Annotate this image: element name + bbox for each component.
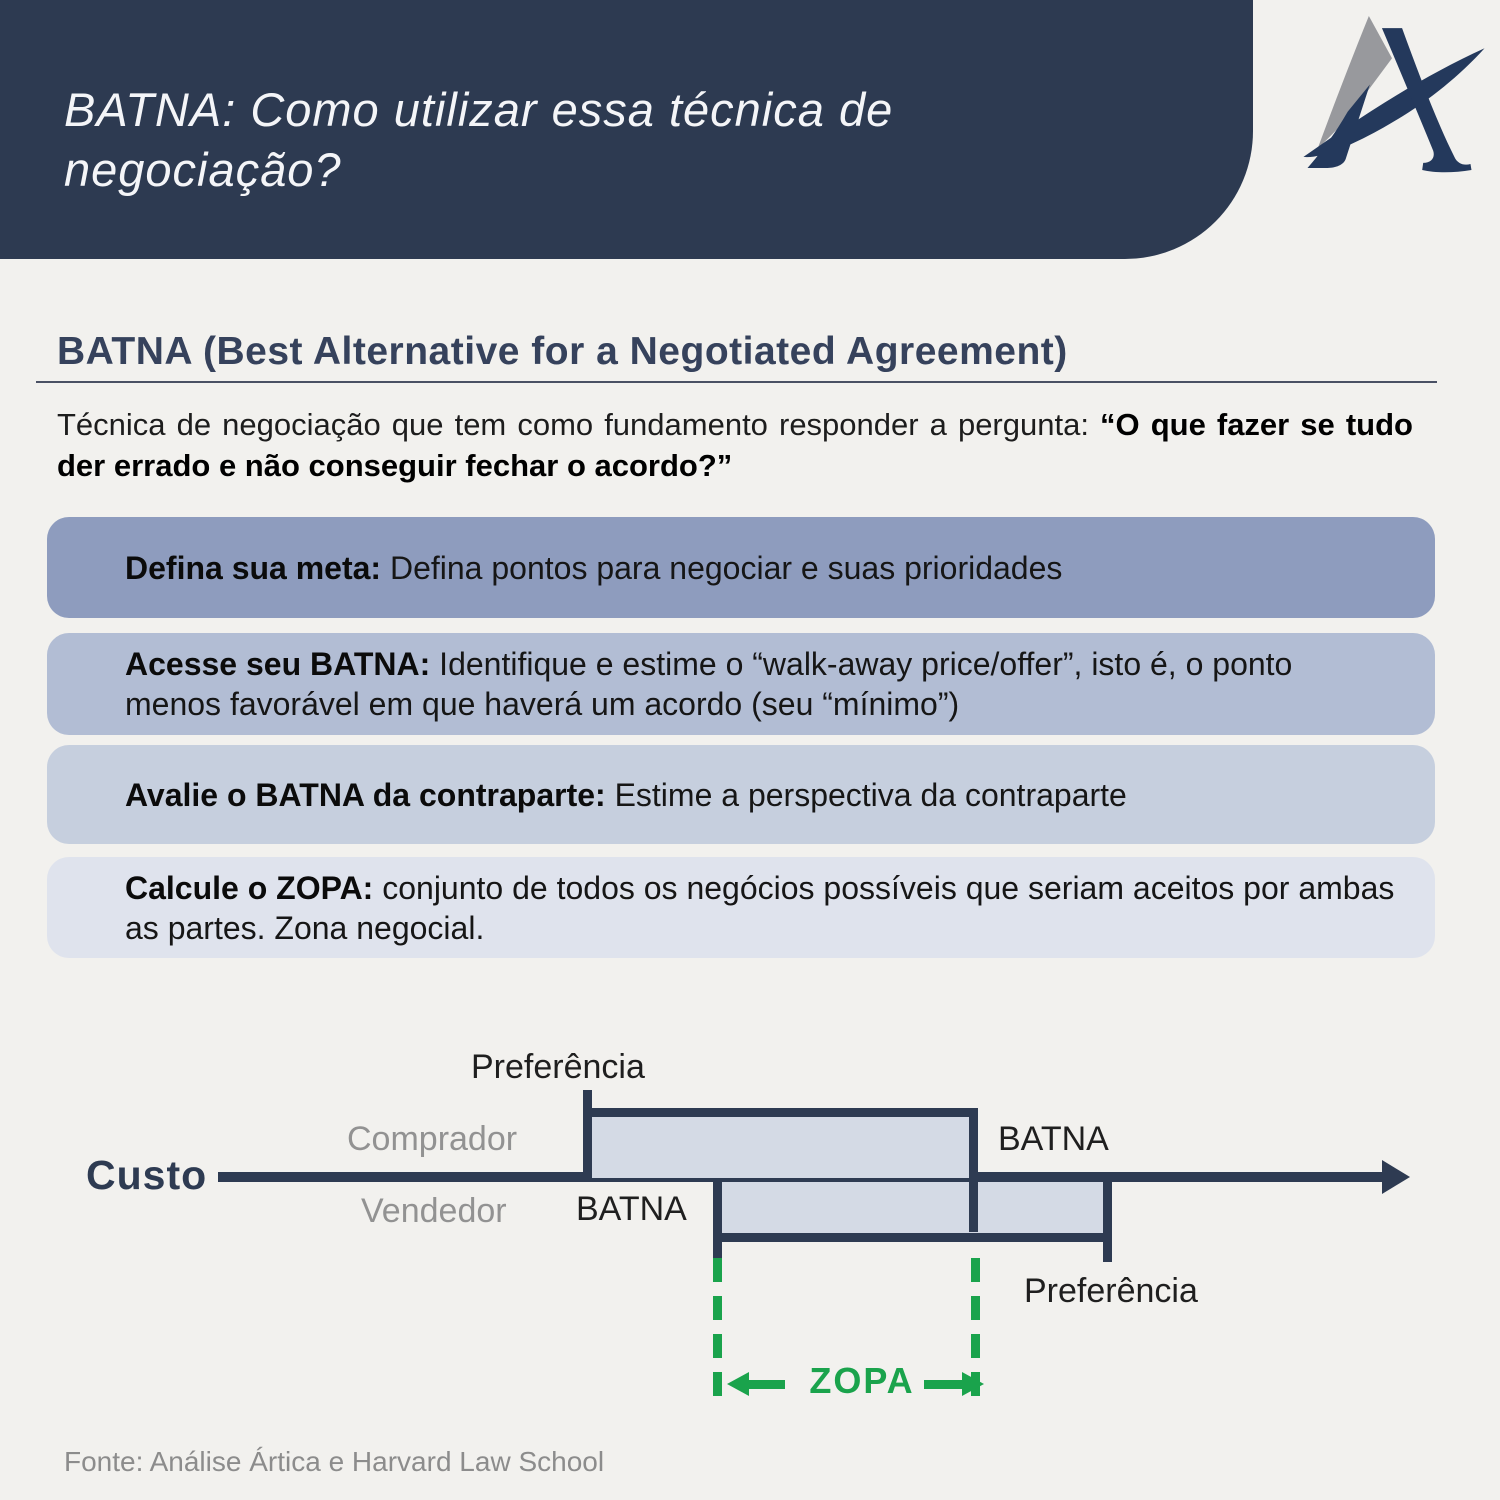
step-text: [125, 775, 1127, 815]
zopa-arrow-right-shaft: [924, 1380, 962, 1389]
zopa-arrow-left-shaft: [747, 1380, 785, 1389]
step-title: Avalie o BATNA da contraparte:: [125, 776, 606, 813]
page-title: [64, 80, 1164, 200]
buyer-range-box: [588, 1108, 978, 1178]
buyer-batna-label: BATNA: [998, 1120, 1109, 1158]
source-note: Fonte: Análise Ártica e Harvard Law School: [64, 1446, 605, 1477]
step-title: Defina sua meta:: [125, 549, 382, 586]
buyer-batna-tick: [969, 1108, 978, 1232]
page-title-line1: BATNA: Como utilizar essa técnica de: [64, 83, 894, 136]
page-title-line2: negociação?: [64, 143, 342, 196]
seller-preference-tick: [1103, 1182, 1112, 1262]
seller-batna-tick: [713, 1182, 722, 1262]
buyer-label: Comprador: [347, 1120, 518, 1158]
step-calculate-zopa: [47, 857, 1435, 958]
section-heading: BATNA (Best Alternative for a Negotiated Agreement): [57, 330, 1068, 373]
seller-preference-label: Preferência: [1024, 1272, 1198, 1310]
header-band: [0, 0, 1253, 259]
intro-paragraph: [57, 404, 1413, 486]
step-description: Estime a perspectiva da contraparte: [605, 776, 1127, 813]
heading-divider: [36, 381, 1437, 383]
cost-axis-arrowhead-icon: [1382, 1160, 1410, 1194]
intro-normal-text: Técnica de negociação que tem como fundamento responder a pergunta:: [57, 407, 1101, 442]
seller-batna-label: BATNA: [576, 1190, 687, 1228]
zopa-arrow-right-icon: [962, 1372, 984, 1396]
step-title: Calcule o ZOPA:: [125, 869, 374, 906]
buyer-preference-label: Preferência: [471, 1048, 645, 1086]
step-title: Acesse seu BATNA:: [125, 646, 431, 682]
seller-label: Vendedor: [361, 1192, 507, 1230]
step-text: [125, 548, 1062, 588]
zopa-label: ZOPA: [809, 1360, 915, 1401]
zopa-arrow-left-icon: [727, 1372, 749, 1396]
intro-bold-question: “O que fazer se tudo der errado e não conseguir fechar o acordo?”: [57, 407, 1413, 483]
step-text: [125, 868, 1395, 948]
step-description: conjunto de todos os negócios possíveis que seriam aceitos por ambas as partes. Zona negocial.: [125, 869, 1395, 946]
step-define-goal: [47, 517, 1435, 618]
cost-axis-label: Custo: [86, 1152, 208, 1198]
step-text: [125, 644, 1395, 724]
step-evaluate-counterpart-batna: [47, 745, 1435, 844]
step-assess-batna: [47, 633, 1435, 735]
artica-a-logo-icon: [1295, 8, 1487, 174]
step-description: Identifique e estime o “walk-away price/offer”, isto é, o ponto menos favorável em que haverá um acordo (seu “mínimo”): [125, 646, 1293, 722]
step-description: Defina pontos para negociar e suas prioridades: [381, 549, 1063, 586]
seller-range-box: [716, 1182, 1111, 1242]
buyer-preference-tick: [583, 1090, 592, 1178]
zopa-dashed-line-left: [713, 1258, 722, 1403]
